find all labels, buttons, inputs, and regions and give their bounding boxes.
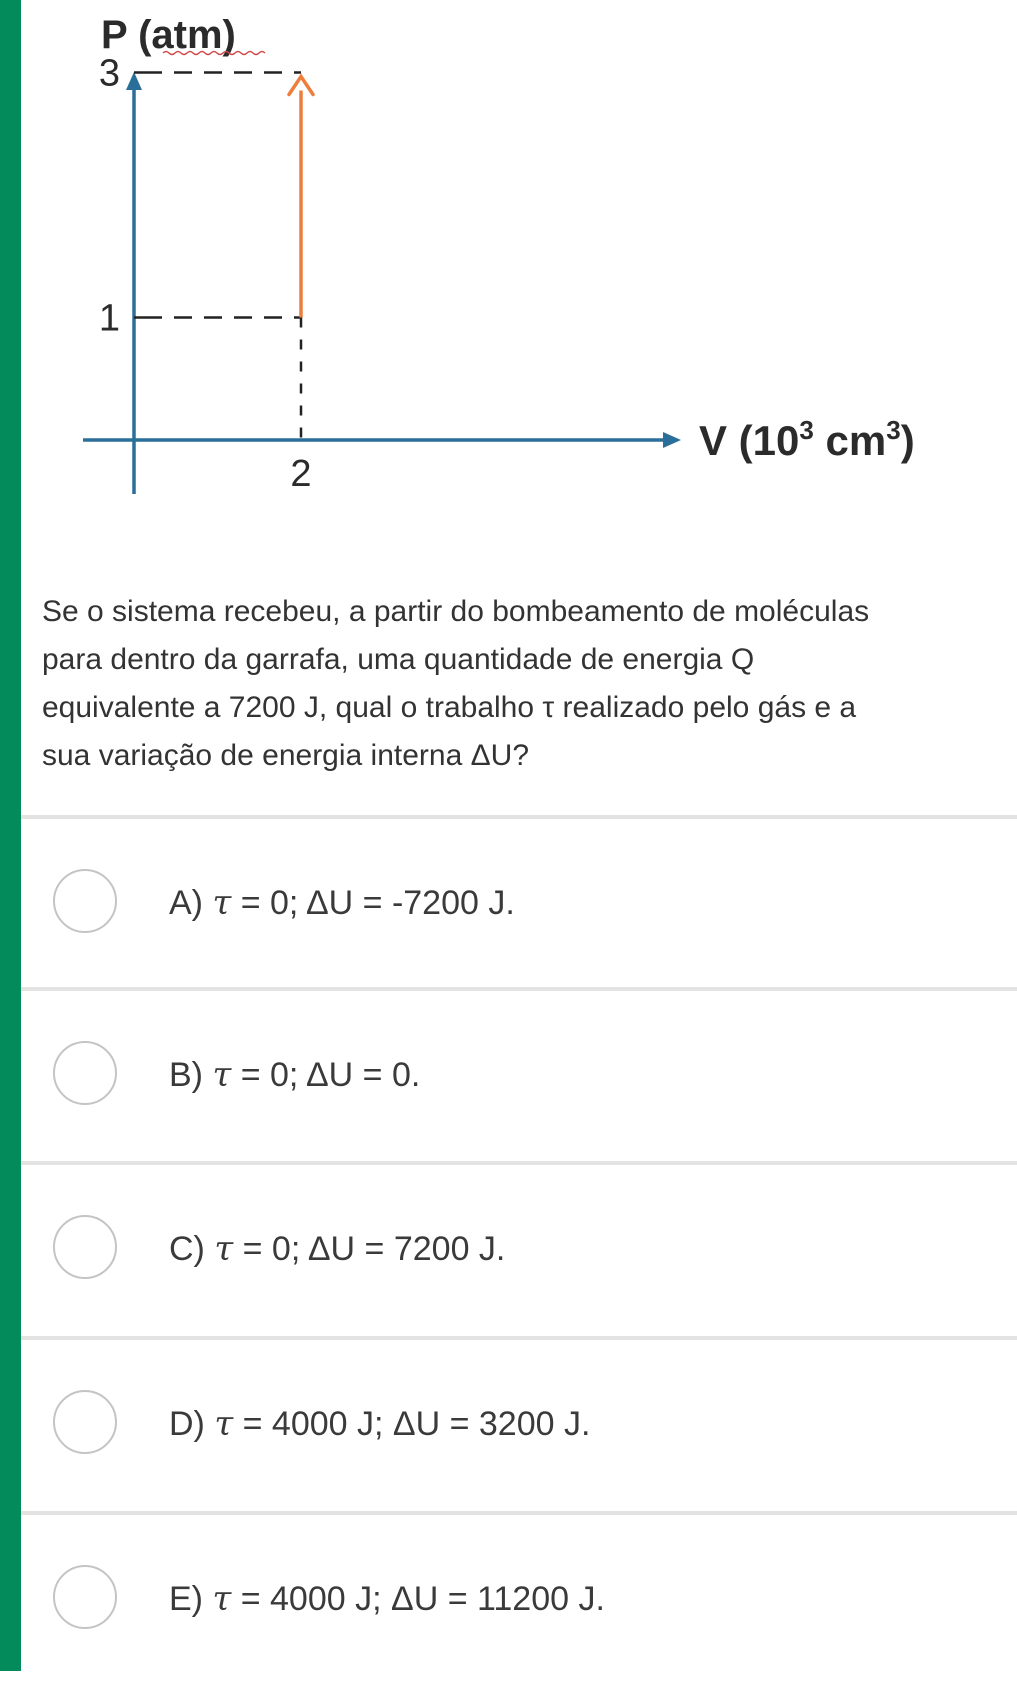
option-value: = 0; ΔU = -7200 J.	[231, 884, 515, 922]
option-label	[169, 881, 515, 925]
pv-chart-svg	[21, 0, 1017, 560]
radio-button-icon[interactable]	[53, 1215, 117, 1279]
question-line: Se o sistema recebeu, a partir do bombeamento de moléculas	[42, 595, 870, 628]
tau-symbol: τ	[212, 883, 232, 923]
tau-symbol: τ	[214, 1404, 234, 1444]
option-value: = 4000 J; ΔU = 3200 J.	[233, 1405, 591, 1443]
x-tick-label: 2	[290, 453, 312, 495]
pv-diagram	[21, 0, 1017, 560]
question-line: para dentro da garrafa, uma quantidade de energia Q	[42, 643, 755, 676]
option-label	[169, 1402, 590, 1446]
option-value: = 4000 J; ΔU = 11200 J.	[231, 1580, 605, 1618]
option-a[interactable]	[21, 819, 1017, 987]
y-axis-arrow-icon	[126, 72, 142, 90]
x-axis-label: V ($10^3$ $cm^3$)	[699, 415, 915, 464]
y-tick-label: 1	[98, 297, 120, 340]
y-tick-label: 3	[98, 52, 120, 95]
radio-button-icon[interactable]	[53, 869, 117, 933]
option-letter: C)	[169, 1230, 205, 1268]
option-b[interactable]	[21, 991, 1017, 1159]
option-label	[169, 1227, 505, 1271]
radio-button-icon[interactable]	[53, 1041, 117, 1105]
left-accent-bar	[0, 0, 21, 1671]
option-letter: A)	[169, 884, 203, 922]
radio-button-icon[interactable]	[53, 1390, 117, 1454]
option-letter: B)	[169, 1056, 203, 1094]
option-letter: E)	[169, 1580, 203, 1618]
question-line: sua variação de energia interna ΔU?	[42, 739, 530, 772]
option-value: = 0; ΔU = 7200 J.	[233, 1230, 506, 1268]
option-e[interactable]	[21, 1515, 1017, 1683]
question-text	[42, 588, 992, 780]
option-label	[169, 1577, 605, 1621]
x-axis-arrow-icon	[663, 432, 681, 448]
option-d[interactable]	[21, 1340, 1017, 1508]
y-axis-label: P (atm)	[101, 13, 236, 57]
question-line: equivalente a 7200 J, qual o trabalho τ realizado pelo gás e a	[42, 691, 857, 724]
tau-symbol: τ	[212, 1579, 232, 1619]
option-label	[169, 1053, 420, 1097]
radio-button-icon[interactable]	[53, 1565, 117, 1629]
tau-symbol: τ	[214, 1229, 234, 1269]
option-c[interactable]	[21, 1165, 1017, 1333]
tau-symbol: τ	[212, 1055, 232, 1095]
option-letter: D)	[169, 1405, 205, 1443]
option-value: = 0; ΔU = 0.	[231, 1056, 421, 1094]
